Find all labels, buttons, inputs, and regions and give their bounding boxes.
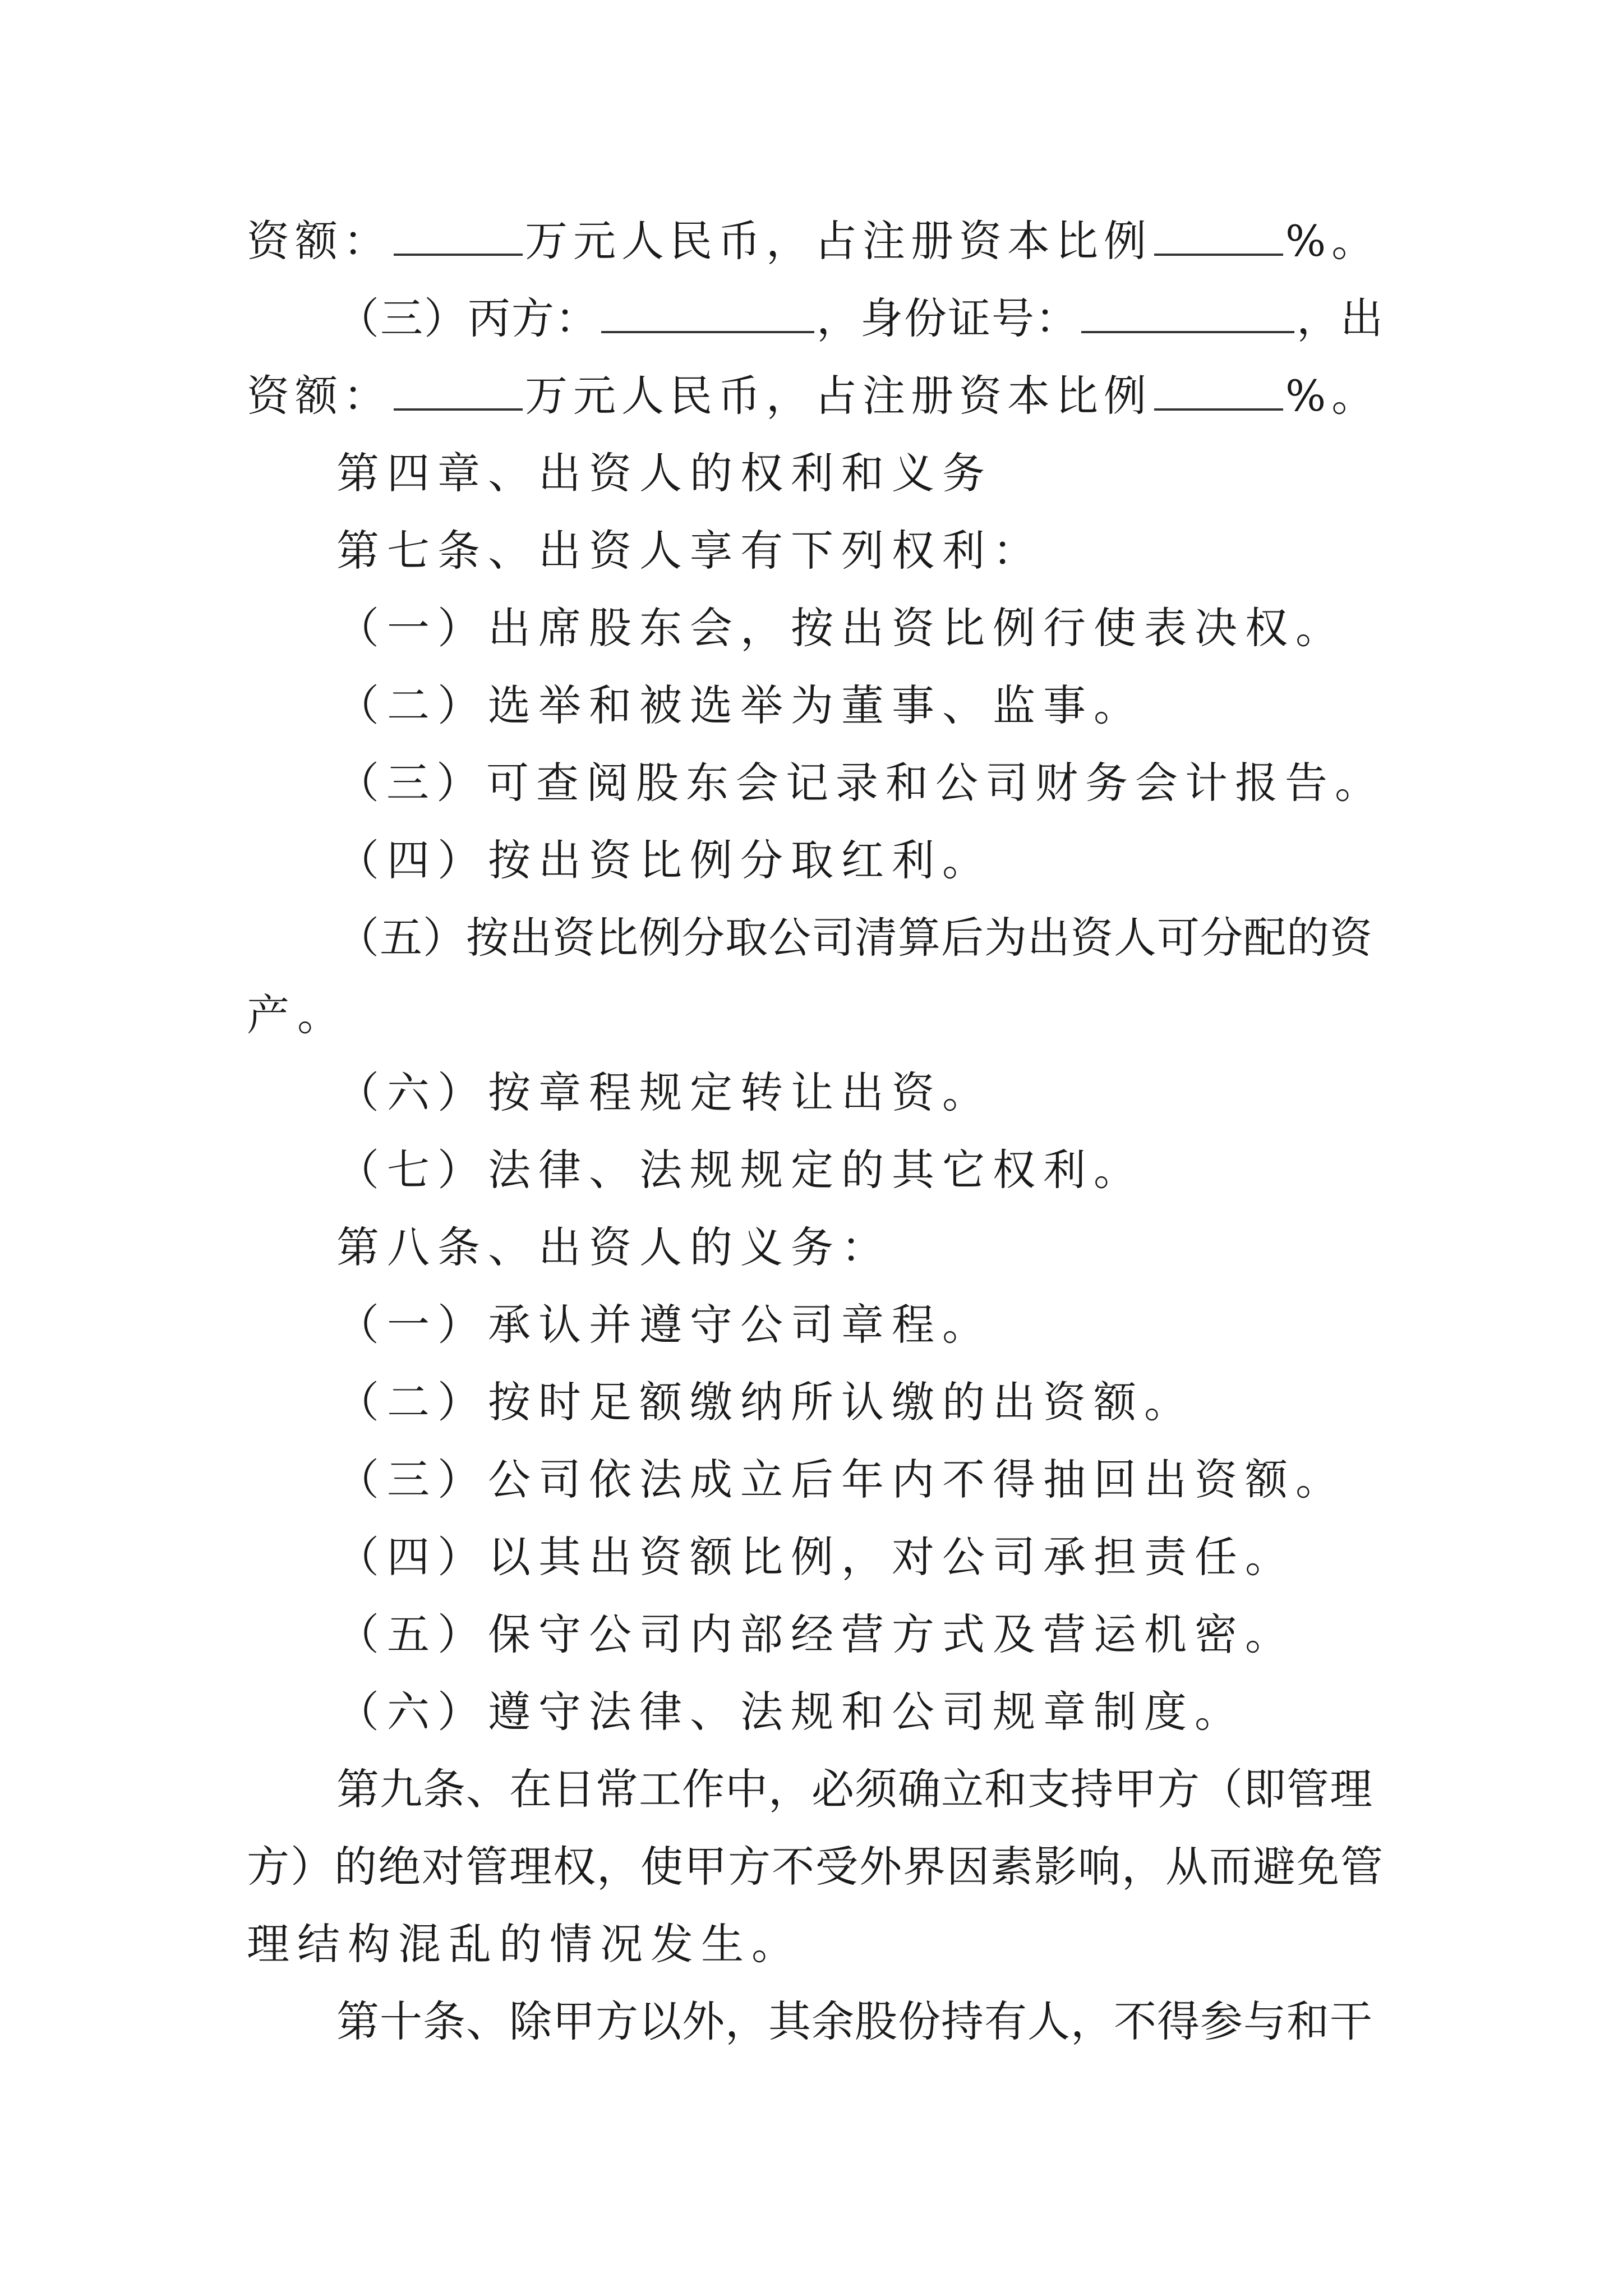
blank-field-name	[601, 291, 814, 333]
list-item: （一）出席股东会，按出资比例行使表决权。	[336, 603, 1346, 653]
list-item: （七）法律、法规规定的其它权利。	[336, 1145, 1144, 1195]
blank-field-ratio	[1154, 368, 1283, 411]
list-item: （三）公司依法成立后年内不得抽回出资额。	[336, 1455, 1346, 1504]
article-heading: 第七条、出资人享有下列权利：	[336, 526, 1043, 576]
blank-field-amount	[394, 213, 523, 256]
text-segment: %。	[1285, 371, 1380, 421]
article-paragraph-line: 方）的绝对管理权，使甲方不受外界因素影响，从而避免管	[247, 1842, 1384, 1892]
list-item: （一）承认并遵守公司章程。	[336, 1300, 993, 1350]
text-segment: 资额：	[247, 371, 391, 421]
list-item: （五）按出资比例分取公司清算后为出资人可分配的资	[336, 913, 1373, 963]
text-segment: ，出	[1297, 293, 1384, 343]
list-item: （二）按时足额缴纳所认缴的出资额。	[336, 1377, 1195, 1427]
contribution-line-c-amount	[247, 358, 1385, 434]
text-segment: ，身份证号：	[817, 293, 1079, 343]
article-paragraph-line: 第十条、除甲方以外，其余股份持有人，不得参与和干	[336, 1996, 1373, 2046]
text-segment: 万元人民币，占注册资本比例	[525, 216, 1152, 266]
list-item: （六）遵守法律、法规和公司规章制度。	[336, 1687, 1245, 1737]
blank-field-ratio	[1154, 213, 1283, 256]
list-item: （四）按出资比例分取红利。	[336, 835, 993, 885]
list-item: （四）以其出资额比例，对公司承担责任。	[336, 1532, 1295, 1582]
chapter-heading: 第四章、出资人的权利和义务	[336, 448, 993, 498]
blank-field-id-number	[1081, 291, 1294, 333]
contribution-line-b-amount	[247, 203, 1385, 279]
list-item-continuation: 产。	[247, 990, 348, 1040]
text-segment: %。	[1285, 216, 1380, 266]
list-item: （五）保守公司内部经营方式及营运机密。	[336, 1609, 1295, 1659]
article-heading: 第八条、出资人的义务：	[336, 1222, 892, 1272]
article-paragraph-line: 第九条、在日常工作中，必须确立和支持甲方（即管理	[336, 1764, 1373, 1814]
list-item: （六）按章程规定转让出资。	[336, 1068, 993, 1117]
text-segment: （三）丙方：	[336, 293, 599, 343]
text-segment: 万元人民币，占注册资本比例	[525, 371, 1152, 421]
list-item: （三）可查阅股东会记录和公司财务会计报告。	[336, 758, 1385, 808]
list-item: （二）选举和被选举为董事、监事。	[336, 680, 1144, 730]
article-paragraph-line: 理结构混乱的情况发生。	[247, 1919, 802, 1969]
text-segment: 资额：	[247, 216, 391, 266]
party-c-line	[336, 280, 1385, 357]
blank-field-amount	[394, 368, 523, 411]
